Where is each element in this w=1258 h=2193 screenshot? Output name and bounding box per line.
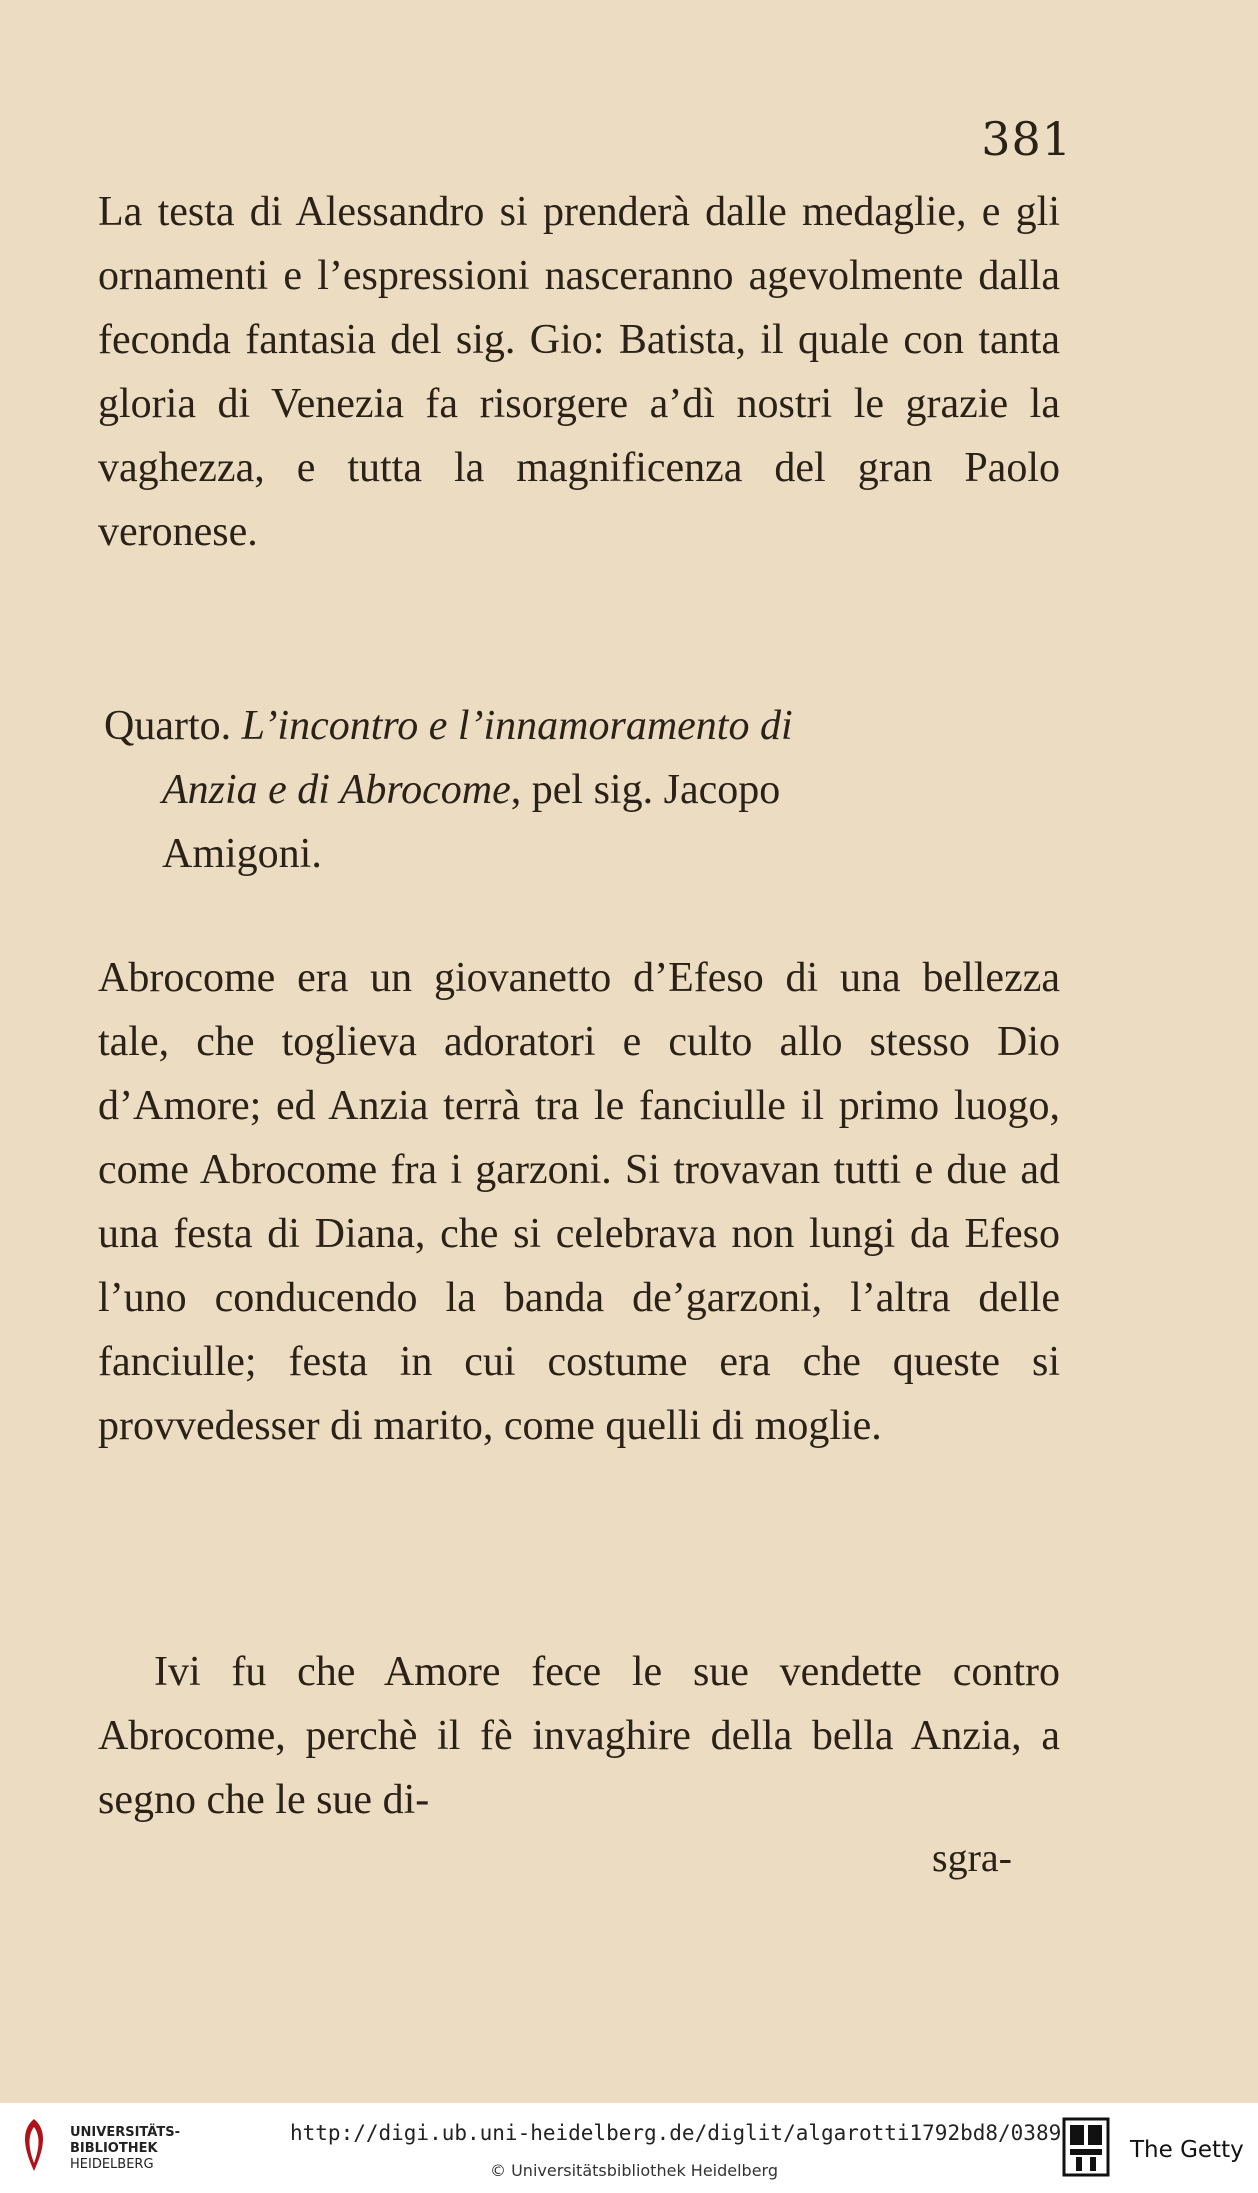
ub-heidelberg-logo-icon	[14, 2115, 54, 2175]
heading-line-1	[104, 694, 1060, 758]
heading-title-line-2: Anzia e di Abrocome	[162, 767, 511, 813]
getty-logo-icon	[1062, 2117, 1110, 2177]
copyright-notice: © Universitätsbibliothek Heidelberg	[490, 2161, 779, 2180]
paragraph-1: La testa di Alessandro si prenderà dalle medaglie, e gli ornamenti e l’espressioni nasceranno agevolmente dalla feconda fantasia del sig. Gio: Batista, il quale con tanta gloria di Venezia fa risorgere a’dì nostri le grazie la vaghezza, e tutta la magnificenza del gran Paolo veronese.	[98, 189, 1060, 555]
heading-title-line-1: L’incontro e l’innamoramento di	[241, 703, 793, 749]
catchword: sgra-	[932, 1835, 1012, 1880]
heading-line-2	[104, 758, 1060, 822]
paragraph-2: Abrocome era un giovanetto d’Efeso di una bellezza tale, che toglieva adoratori e culto allo stesso Dio d’Amore; ed Anzia terrà tra le fanciulle il primo luogo, come Abrocome fra i garzoni. Si trovavan tutti e due ad una festa di Diana, che si celebrava non lungi da Efeso l’uno conducendo la banda de’garzoni, l’altra delle fanciulle; festa in cui costume era che queste si provvedesser di marito, come quelli di moglie.	[98, 955, 1060, 1449]
page-number: 381	[981, 112, 1072, 166]
section-heading	[104, 694, 1060, 886]
viewer-footer	[0, 2103, 1258, 2193]
heading-suffix: , pel sig. Jacopo	[510, 767, 781, 813]
heading-line-3: Amigoni.	[162, 831, 322, 877]
library-name: UNIVERSITÄTS- BIBLIOTHEK HEIDELBERG	[70, 2125, 180, 2172]
heading-prefix: Quarto.	[104, 703, 242, 749]
partner-name: The Getty	[1130, 2137, 1244, 2163]
permalink-url[interactable]: http://digi.ub.uni-heidelberg.de/diglit/algarotti1792bd8/0389	[290, 2121, 1062, 2145]
paragraph-3: Ivi fu che Amore fece le sue vendette contro Abrocome, perchè il fè invaghire della bella Anzia, a segno che le sue di-	[98, 1649, 1060, 1823]
